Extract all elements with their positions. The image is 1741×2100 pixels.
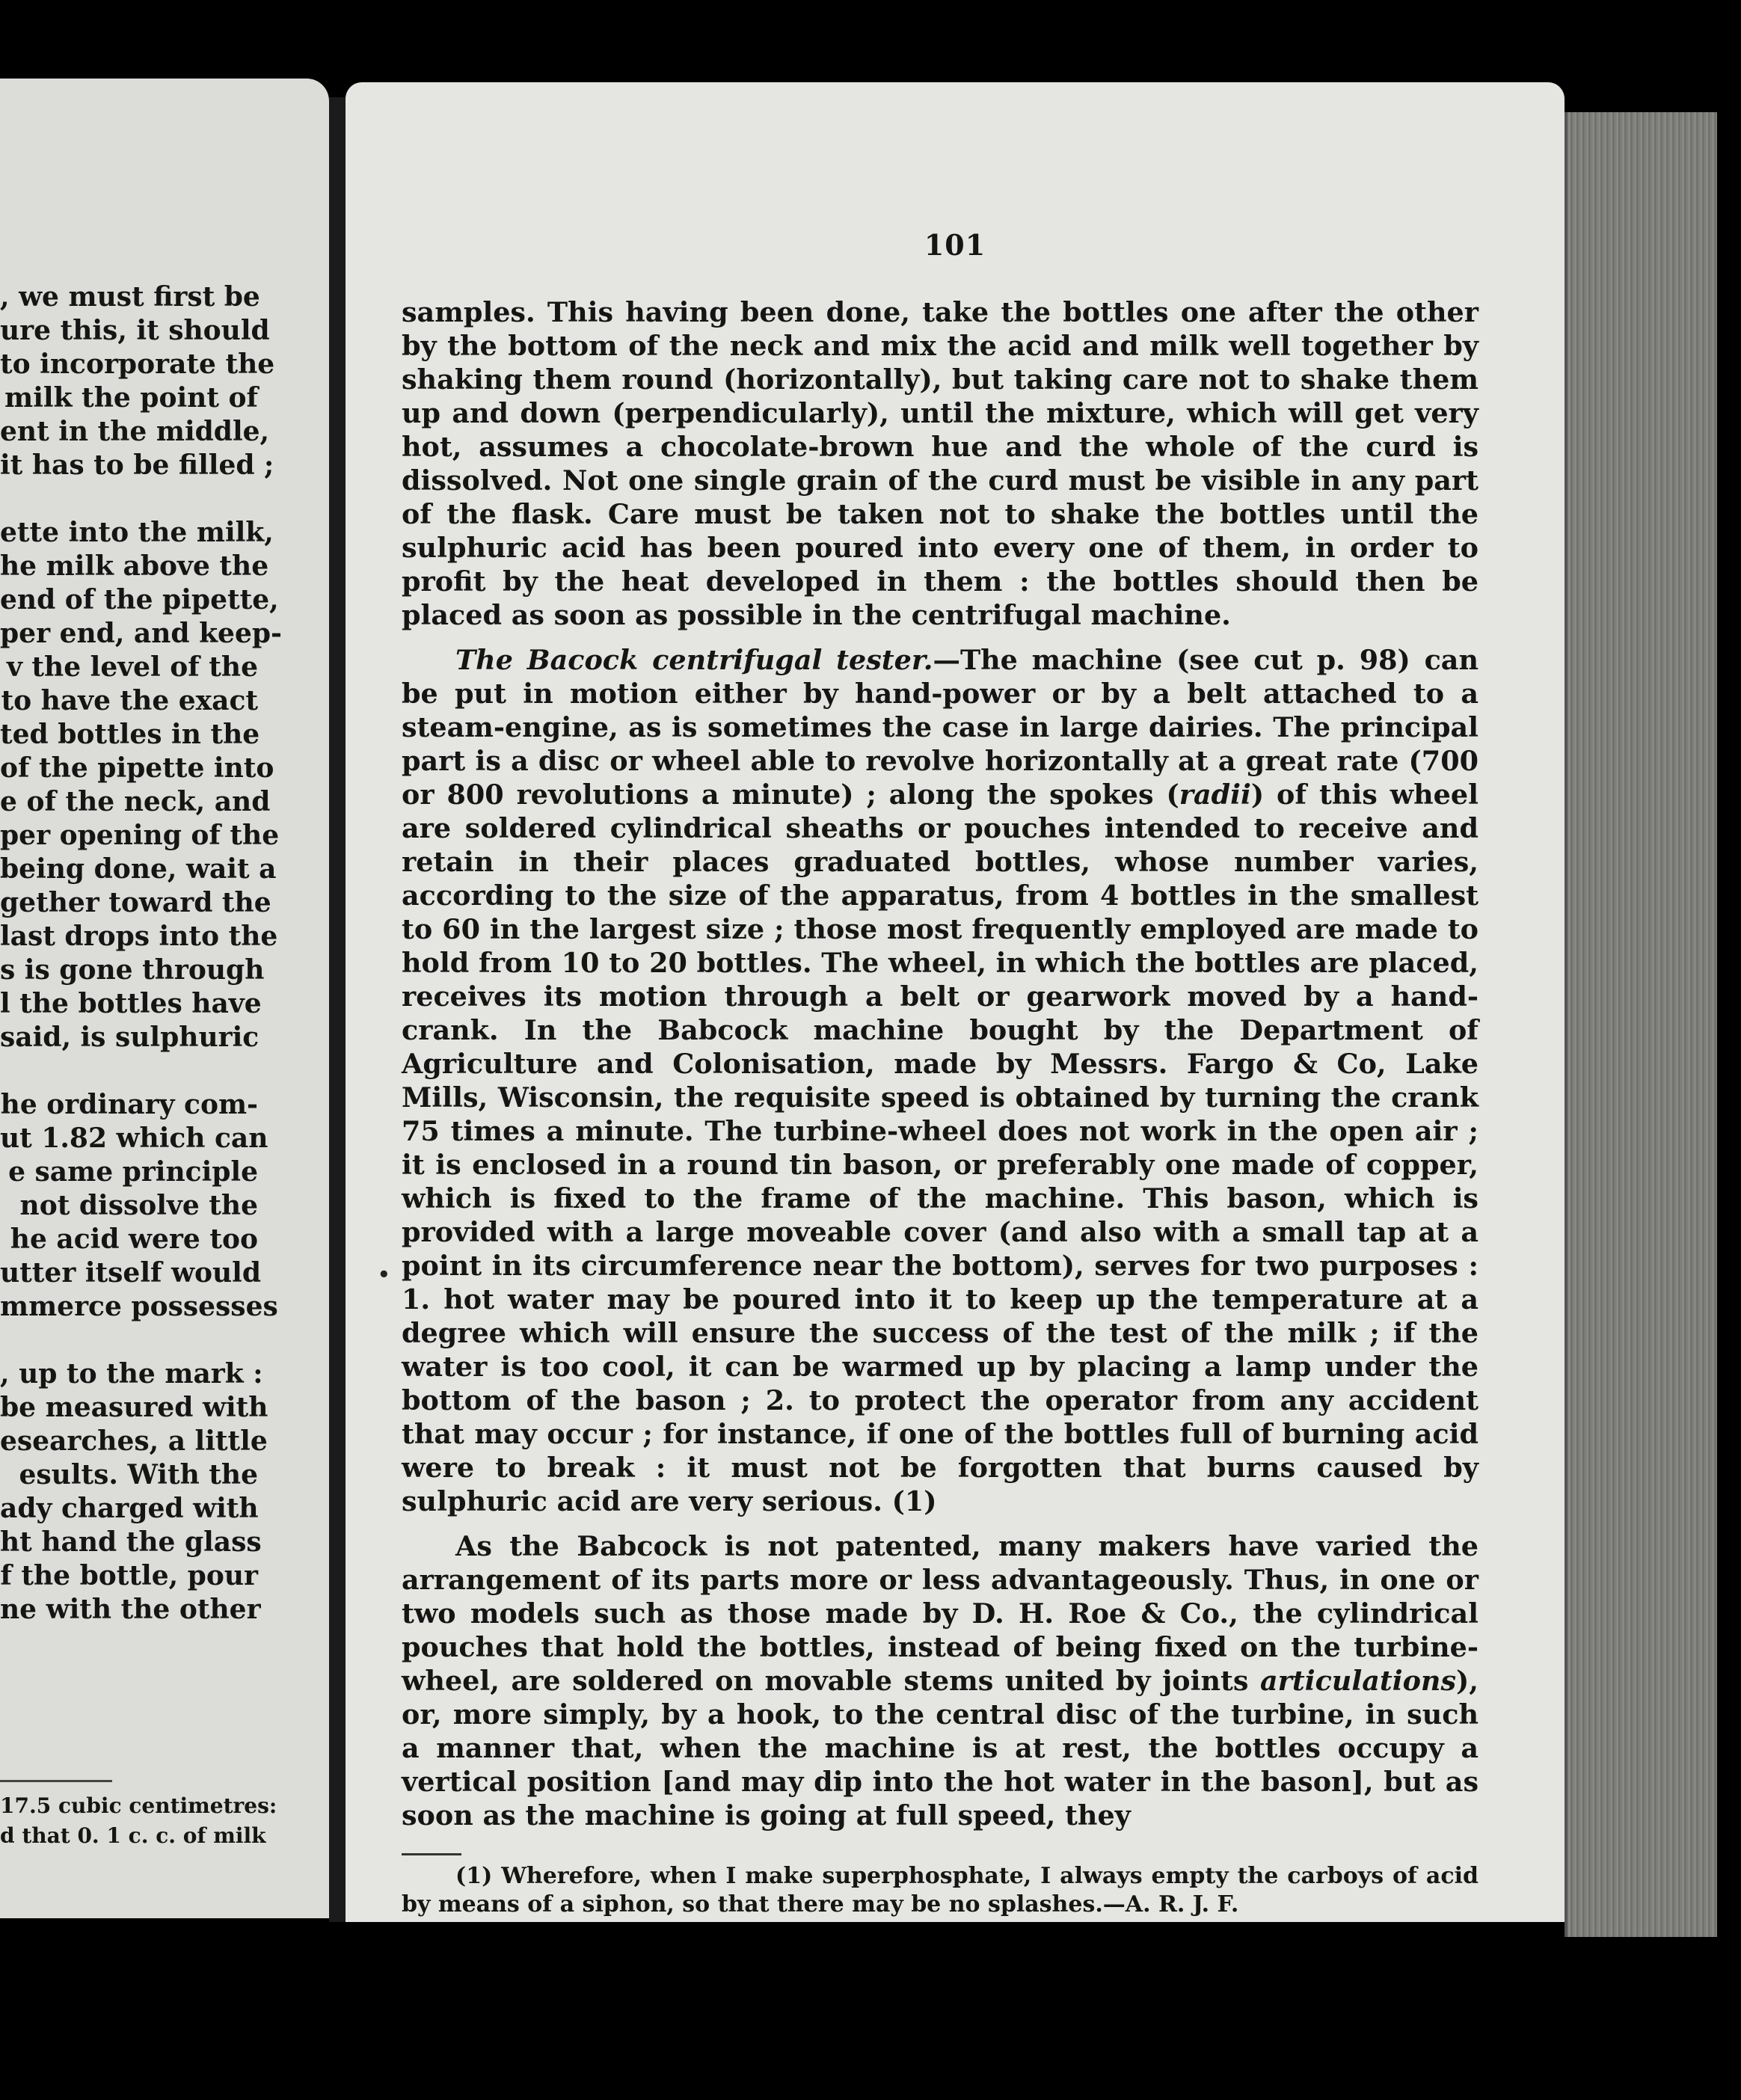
left-page-line: per end, and keep-	[0, 618, 282, 649]
paragraph-2-text-continued: ) of this wheel are soldered cylindrical sheaths or pouches intended to receive and retain in their places graduated bottles, whose number varies, according to the size of the apparatus, from 4 bottles in the smallest to 60 in the largest size ; those most frequently employed are made to hold from 10 to 20 bottles. The wheel, in which the bottles are placed, receives its motion through a belt or gearwork moved by a hand-crank. In the Babcock machine bought by the Department of Agriculture and Colonisation, made by Messrs. Fargo & Co, Lake Mills, Wisconsin, the requisite speed is obtained by turning the crank 75 times a minute. The turbine-wheel does not work in the open air ; it is enclosed in a round tin bason, or preferably one made of copper, which is fixed to the frame of the machine. This bason, which is provided with a large moveable cover (and also with a small tap at a point in its circumference near the bottom), serves for two purposes : 1. hot water may be poured into it to keep up the temperature at a degree which will ensure the success of the test of the milk ; if the water is too cool, it can be warmed up by placing a lamp under the bottom of the bason ; 2. to protect the operator from any accident that may occur ; for instance, if one of the bottles full of burning acid were to break : it must not be forgotten that burns caused by sulphuric acid are very serious. (1)	[402, 779, 1479, 1517]
page-101	[346, 82, 1565, 1922]
left-page-line: of the pipette into	[0, 752, 274, 784]
left-page-line: to have the exact	[1, 685, 258, 716]
left-page-line: be measured with	[0, 1392, 268, 1423]
left-page-line: v the level of the	[6, 651, 258, 683]
left-page-line: ent in the middle,	[0, 416, 270, 447]
left-page-line	[0, 482, 258, 516]
footnote-rule	[402, 1853, 461, 1855]
left-footnote-rule	[0, 1780, 112, 1782]
paragraph-3-text-continued: ), or, more simply, by a hook, to the central disc of the turbine, in such a manner that, when the machine is at rest, the bottles occupy a vertical position [and may dip into the hot water in the bason], but as soon as the machine is going at full speed, they	[402, 1665, 1479, 1832]
left-page-line: to incorporate the	[0, 349, 275, 380]
left-page-footnote	[0, 1791, 277, 1851]
left-page-line: ady charged with	[0, 1493, 259, 1524]
left-page-line: ted bottles in the	[0, 719, 260, 750]
italic-term-radii: radii	[1179, 779, 1251, 811]
left-page-line: esearches, a little	[0, 1425, 268, 1457]
left-facing-page	[0, 79, 329, 1918]
left-page-line: end of the pipette,	[0, 584, 279, 615]
italic-term-articulations: articulations	[1259, 1665, 1457, 1697]
left-page-line: ure this, it should	[0, 315, 270, 346]
left-page-line: he milk above the	[0, 550, 269, 582]
left-page-line: ut 1.82 which can	[0, 1123, 268, 1154]
left-page-line: gether toward the	[0, 887, 271, 918]
left-page-text	[0, 280, 282, 1627]
left-page-line: f the bottle, pour	[0, 1560, 258, 1591]
margin-dot: •	[378, 1264, 390, 1286]
left-page-line: ht hand the glass	[0, 1526, 262, 1558]
left-page-line: s is gone through	[0, 954, 265, 986]
paragraph-3	[402, 1529, 1479, 1832]
left-page-line: ne with the other	[0, 1594, 261, 1625]
left-page-line: esults. With the	[19, 1459, 258, 1490]
left-page-line: said, is sulphuric	[0, 1022, 260, 1053]
section-heading: The Bacock centrifugal tester.	[455, 644, 933, 676]
paragraph-2-text: —The machine (see cut p. 98) can be put in motion either by hand-power or by a belt attached to a steam-engine, as is sometimes the case in large dairies. The principal part is a disc or wheel able to revolve horizontally at a great rate (700 or 800 revolutions a minute) ; along the spokes (	[402, 644, 1479, 811]
left-page-line: it has to be filled ;	[0, 449, 274, 481]
left-page-line: ette into the milk,	[0, 517, 274, 548]
footnote: (1) Wherefore, when I make superphosphate, I always empty the carboys of acid by means of a siphon, so that there may be no splashes.—A. R. J. F.	[402, 1863, 1479, 1918]
paragraph-3-text: As the Babcock is not patented, many makers have varied the arrangement of its parts more or less advantageously. Thus, in one or two models such as those made by D. H. Roe & Co., the cylindrical pouches that hold the bottles, instead of being fixed on the turbine-wheel, are soldered on movable stems united by joints	[402, 1530, 1479, 1697]
left-page-line: he ordinary com-	[0, 1089, 258, 1120]
book-spine	[329, 97, 346, 1922]
left-page-line	[0, 1054, 258, 1088]
left-page-line: per opening of the	[0, 820, 280, 851]
left-page-line: e of the neck, and	[0, 786, 271, 817]
body-text	[402, 295, 1479, 1832]
left-page-line: l the bottles have	[0, 988, 262, 1019]
left-page-line: milk the point of	[4, 382, 258, 414]
page-number: 101	[924, 228, 986, 262]
left-page-line: utter itself would	[0, 1257, 262, 1289]
left-page-line: not dissolve the	[19, 1190, 258, 1221]
paragraph-2	[402, 643, 1479, 1518]
left-page-line: he acid were too	[10, 1224, 258, 1255]
left-page-line: , we must first be	[0, 281, 260, 313]
left-page-line: mmerce possesses	[0, 1291, 278, 1322]
left-footnote-line: d that 0. 1 c. c. of milk	[0, 1823, 266, 1848]
left-page-line: e same principle	[8, 1156, 258, 1188]
page-edges	[1565, 112, 1717, 1937]
left-page-line: being done, wait a	[0, 853, 277, 885]
paragraph-1	[402, 295, 1479, 632]
left-page-line	[0, 1324, 258, 1357]
paragraph-1-text: samples. This having been done, take the bottles one after the other by the bottom of the neck and mix the acid and milk well together by shaking them round (horizontally), but taking care not to shake them up and down (perpendicularly), until the mixture, which will get very hot, assumes a chocolate-brown hue and the whole of the curd is dissolved. Not one single grain of the curd must be visible in any part of the flask. Care must be taken not to shake the bottles until the sulphuric acid has been poured into every one of them, in order to profit by the heat developed in them : the bottles should then be placed as soon as possible in the centrifugal machine.	[402, 296, 1479, 631]
left-page-line: last drops into the	[0, 921, 278, 952]
left-page-line: , up to the mark :	[0, 1358, 263, 1390]
left-footnote-line: 17.5 cubic centimetres:	[0, 1793, 277, 1818]
